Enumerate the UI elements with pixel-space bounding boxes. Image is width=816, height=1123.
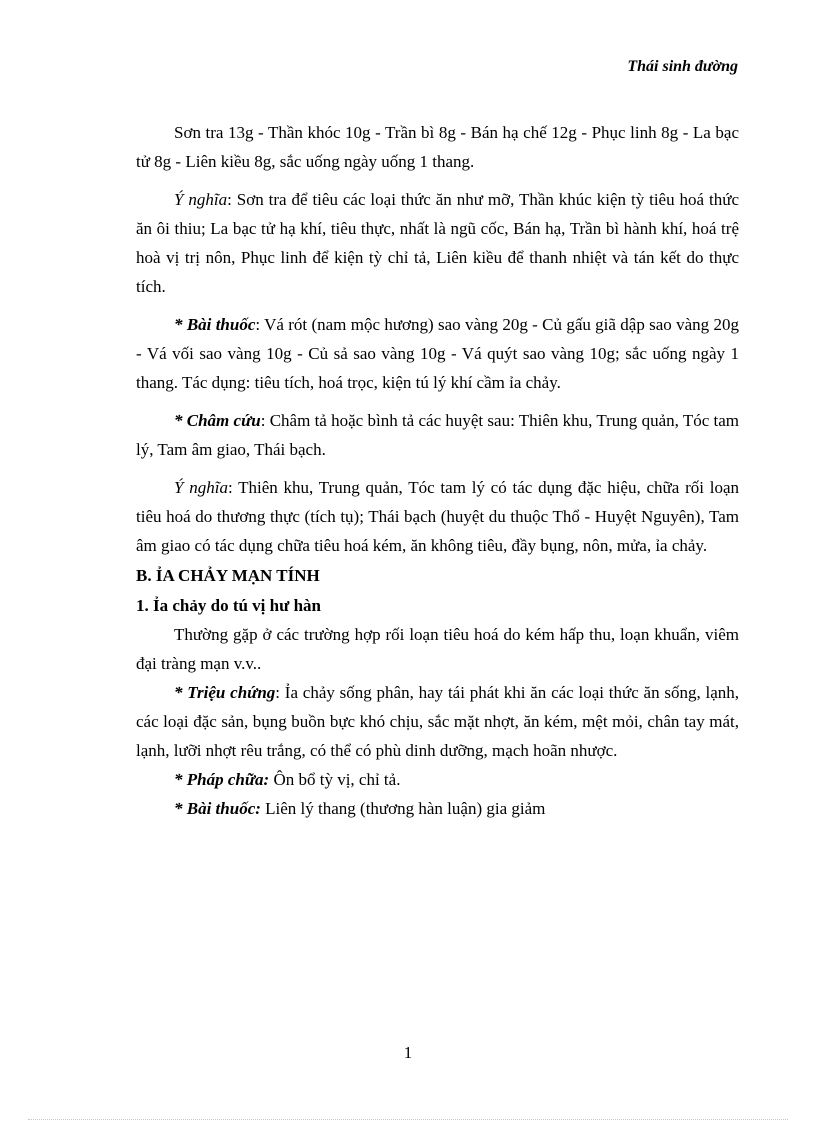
paragraph-meaning-1 [136, 185, 739, 301]
paragraph-meaning-2 [136, 473, 739, 560]
page-number: 1 [403, 1043, 413, 1062]
paragraph-text: Ôn bổ tỳ vị, chỉ tả. [269, 770, 401, 789]
paragraph-text: : Sơn tra để tiêu các loại thức ăn như mỡ, Thần khúc kiện tỳ tiêu hoá thức ăn ôi thiu; La bạc tử hạ khí, tiêu thực, nhất là ngũ cốc, Bán hạ, Trần bì hành khí, hoá trệ hoà vị trị nôn, Phục linh để kiện tỳ chỉ tả, Liên kiều để thanh nhiệt và tán kết do thực tích. [136, 190, 739, 296]
paragraph-text: Liên lý thang (thương hàn luận) gia giảm [260, 799, 546, 818]
paragraph-label: * Bài thuốc: [174, 799, 261, 818]
document-body [136, 118, 739, 823]
paragraph-text: : Vá rót (nam mộc hương) sao vàng 20g - Củ gấu giã dập sao vàng 20g - Vá vối sao vàng 10g - Củ sả sao vàng 10g - Vá quýt sao vàng 10g; sắc uống ngày 1 thang. Tác dụng: tiêu tích, hoá trọc, kiện tú lý khí cầm ỉa chảy. [136, 315, 739, 392]
paragraph-label: Ý nghĩa [174, 478, 228, 497]
paragraph-remedy [136, 310, 739, 397]
paragraph-acupuncture [136, 406, 739, 464]
paragraph-label: * Châm cứu [174, 411, 261, 430]
paragraph-label: * Triệu chứng [174, 683, 276, 702]
paragraph-prescription [136, 118, 739, 176]
paragraph-label: * Pháp chữa: [174, 770, 270, 789]
subsection-heading: 1. Ỉa chảy do tú vị hư hàn [136, 596, 321, 615]
page-edge-divider [28, 1119, 788, 1120]
paragraph-text: : Châm tả hoặc bình tả các huyệt sau: Thiên khu, Trung quản, Tóc tam lý, Tam âm giao, Thái bạch. [136, 411, 740, 459]
paragraph-label: Ý nghĩa [174, 190, 228, 209]
paragraph-text: : Thiên khu, Trung quản, Tóc tam lý có tác dụng đặc hiệu, chữa rối loạn tiêu hoá do thương thực (tích tụ); Thái bạch (huyệt du thuộc Thổ - Huyệt Nguyên), Tam âm giao có tác dụng chữa tiêu hoá kém, ăn không tiêu, đầy bụng, nôn, mửa, ỉa chảy. [136, 478, 739, 555]
paragraph-intro [136, 620, 739, 678]
paragraph-text: Sơn tra 13g - Thần khóc 10g - Trần bì 8g - Bán hạ chế 12g - Phục linh 8g - La bạc tử 8g - Liên kiều 8g, sắc uống ngày uống 1 thang. [136, 123, 739, 171]
running-header: Thái sinh đường [627, 58, 738, 75]
paragraph-label: * Bài thuốc [174, 315, 256, 334]
section-heading: B. ỈA CHẢY MẠN TÍNH [136, 566, 320, 585]
paragraph-symptoms [136, 678, 739, 765]
paragraph-treatment [136, 765, 739, 794]
paragraph-prescription-2 [136, 794, 739, 823]
paragraph-text: Thường gặp ở các trường hợp rối loạn tiêu hoá do kém hấp thu, loạn khuẩn, viêm đại tràng mạn v.v.. [136, 625, 739, 673]
paragraph-text: : Ỉa chảy sống phân, hay tái phát khi ăn các loại thức ăn sống, lạnh, các loại đặc sản, bụng buồn bực khó chịu, sắc mặt nhợt, ăn kém, mệt mỏi, chân tay mát, lạnh, lưỡi nhợt rêu trắng, có thể có phù dinh dưỡng, mạch hoãn nhược. [136, 683, 740, 760]
